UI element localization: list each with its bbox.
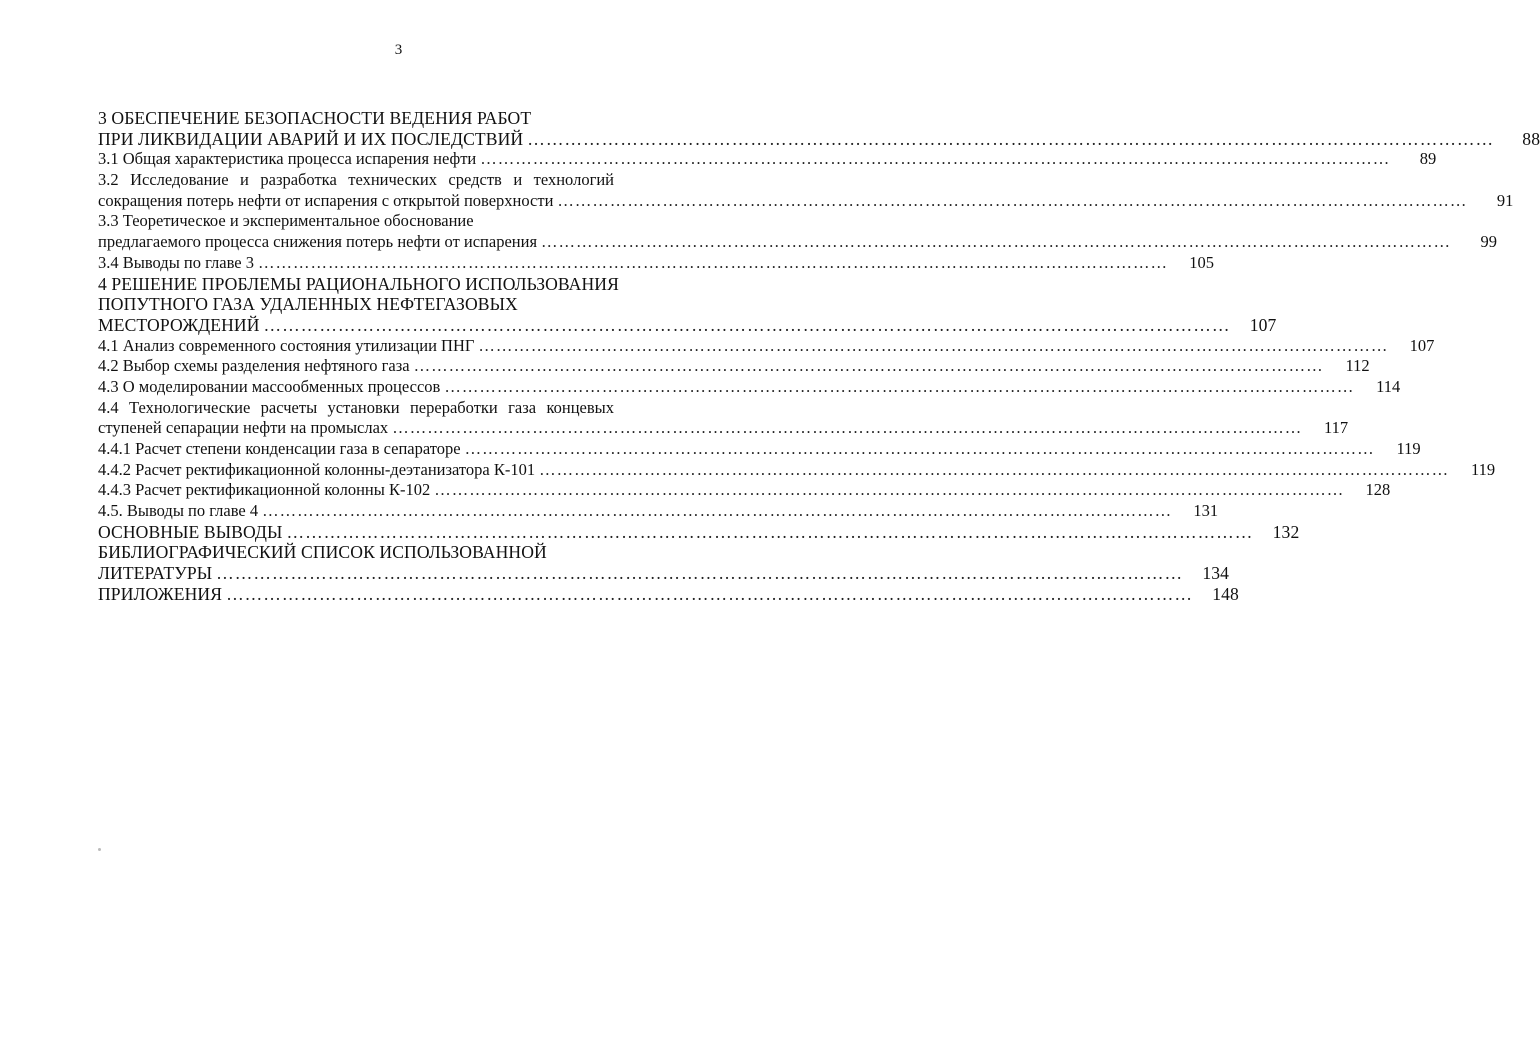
dot-leader	[392, 418, 1302, 439]
dot-leader	[258, 253, 1168, 274]
toc-entry	[98, 149, 1437, 170]
toc-entry-title: сокращения потерь нефти от испарения с открытой поверхности	[98, 190, 554, 210]
toc-entry	[98, 439, 1421, 460]
toc-entry-page: 134	[1202, 563, 1230, 584]
toc-entry-title: ОСНОВНЫЕ ВЫВОДЫ	[98, 521, 283, 542]
toc-entry	[98, 294, 710, 315]
scan-speck	[98, 848, 101, 851]
toc-entry-title: ЛИТЕРАТУРЫ	[98, 563, 213, 584]
toc-entry-title: 4.2 Выбор схемы разделения нефтяного газа	[98, 356, 410, 376]
toc-entry	[98, 583, 1239, 605]
toc-entry-title: 4.4 Технологические расчеты установки переработки газа концевых	[98, 397, 614, 417]
toc-entry-page: 114	[1376, 376, 1401, 396]
dot-leader	[557, 191, 1467, 212]
toc-entry	[98, 232, 1498, 253]
toc-entry-page: 119	[1470, 459, 1496, 479]
toc-entry	[98, 521, 1300, 543]
toc-entry	[98, 274, 710, 295]
toc-entry-page: 132	[1272, 521, 1300, 542]
toc-entry	[98, 252, 1214, 274]
toc-entry	[98, 314, 1277, 336]
toc-entry-page: 112	[1345, 356, 1370, 376]
dot-leader	[480, 149, 1390, 170]
dot-leader	[444, 377, 1354, 398]
toc-entry-page: 105	[1189, 252, 1214, 272]
table-of-contents	[98, 108, 1540, 605]
toc-entry	[98, 398, 710, 419]
dot-leader	[541, 232, 1451, 253]
toc-entry	[98, 335, 1435, 357]
toc-entry-page: 107	[1409, 335, 1435, 355]
dot-leader	[434, 480, 1344, 501]
toc-entry-title: 3.2 Исследование и разработка технических средств и технологий	[98, 170, 614, 190]
toc-entry-title: ступеней сепарации нефти на промыслах	[98, 418, 389, 438]
toc-entry-page: 131	[1193, 501, 1219, 521]
toc-entry	[98, 170, 710, 191]
toc-entry-page: 119	[1396, 439, 1421, 458]
toc-entry-title: ПРИЛОЖЕНИЯ	[98, 583, 223, 604]
toc-entry	[98, 459, 1496, 481]
dot-leader	[414, 356, 1324, 377]
toc-entry-title: БИБЛИОГРАФИЧЕСКИЙ СПИСОК ИСПОЛЬЗОВАННОЙ	[98, 542, 547, 563]
toc-entry-page: 148	[1212, 583, 1239, 604]
toc-entry-title: МЕСТОРОЖДЕНИЙ	[98, 314, 260, 335]
toc-entry-title: предлагаемого процесса снижения потерь нефти от испарения	[98, 232, 538, 252]
toc-entry	[98, 376, 1401, 398]
toc-entry-title: ПОПУТНОГО ГАЗА УДАЛЕННЫХ НЕФТЕГАЗОВЫХ	[98, 294, 518, 315]
toc-entry-title: 4.5. Выводы по главе 4	[98, 501, 259, 521]
toc-entry-title: 3.3 Теоретическое и экспериментальное обоснование	[98, 211, 474, 231]
dot-leader	[226, 584, 1193, 605]
dot-leader	[216, 563, 1183, 584]
toc-entry-title: 3.1 Общая характеристика процесса испарения нефти	[98, 149, 477, 169]
toc-entry-page: 107	[1249, 314, 1277, 335]
dot-leader	[264, 315, 1231, 336]
toc-entry	[98, 108, 710, 129]
dot-leader	[465, 439, 1375, 460]
toc-entry-page: 91	[1496, 190, 1514, 210]
dot-leader	[539, 460, 1449, 481]
toc-entry-title: 4.3 О моделировании массообменных процессов	[98, 376, 441, 396]
page-number: 3	[394, 42, 403, 58]
toc-entry-title: 4.1 Анализ современного состояния утилизации ПНГ	[98, 335, 475, 355]
toc-entry-title: 4.4.2 Расчет ректификационной колонны-деэтанизатора К-101	[98, 459, 536, 479]
toc-entry	[98, 356, 1370, 377]
dot-leader	[527, 129, 1494, 150]
toc-entry-title: 3 ОБЕСПЕЧЕНИЕ БЕЗОПАСНОСТИ ВЕДЕНИЯ РАБОТ	[98, 108, 532, 128]
toc-entry-page: 89	[1419, 149, 1437, 169]
toc-entry-title: 3.4 Выводы по главе 3	[98, 252, 254, 272]
toc-entry-page: 117	[1324, 418, 1349, 438]
toc-entry	[98, 501, 1219, 522]
toc-entry-page: 88	[1522, 128, 1540, 149]
toc-entry	[98, 190, 1514, 212]
dot-leader	[286, 522, 1253, 543]
toc-entry-page: 99	[1480, 232, 1498, 252]
toc-entry	[98, 128, 1540, 150]
toc-entry	[98, 418, 1349, 439]
toc-entry	[98, 563, 1230, 584]
toc-entry	[98, 542, 710, 563]
dot-leader	[262, 501, 1172, 522]
toc-entry-page: 128	[1365, 480, 1391, 500]
toc-entry-title: 4.4.1 Расчет степени конденсации газа в сепараторе	[98, 439, 461, 458]
toc-entry	[98, 480, 1391, 501]
toc-entry-title: 4.4.3 Расчет ректификационной колонны К-102	[98, 480, 431, 500]
toc-entry-title: ПРИ ЛИКВИДАЦИИ АВАРИЙ И ИХ ПОСЛЕДСТВИЙ	[98, 128, 524, 149]
dot-leader	[478, 336, 1388, 357]
toc-entry-title: 4 РЕШЕНИЕ ПРОБЛЕМЫ РАЦИОНАЛЬНОГО ИСПОЛЬЗОВАНИЯ	[98, 273, 619, 294]
toc-entry	[98, 211, 710, 232]
